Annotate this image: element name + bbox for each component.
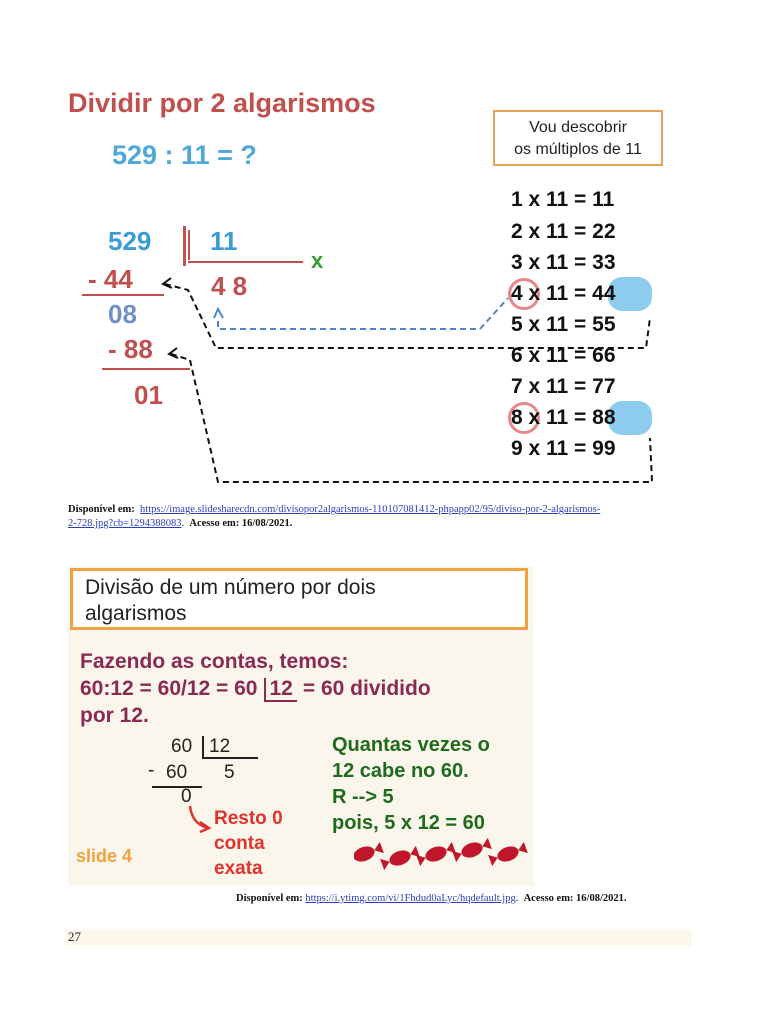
slide2-equation-part1: 60:12 = 60/12 = 60 bbox=[80, 677, 258, 700]
remainder-note-2: conta bbox=[214, 833, 265, 854]
dividend: 529 bbox=[108, 226, 152, 256]
mini-minus: - bbox=[148, 760, 155, 781]
slide-division-by-two-digits bbox=[68, 566, 534, 886]
step-remainder-08: 08 bbox=[108, 299, 137, 329]
explanation-line-1: Quantas vezes o bbox=[332, 734, 490, 756]
caption2-prefix: Disponível em: bbox=[236, 893, 303, 904]
slide1-question: 529 : 11 = ? bbox=[112, 140, 257, 170]
multiple-row-3: 3 x 11 = 33 bbox=[511, 251, 616, 274]
multiple-row-5: 5 x 11 = 55 bbox=[511, 313, 616, 336]
multiple-row-8: 8 x 11 = 88 bbox=[511, 406, 616, 429]
caption2-link[interactable]: https://i.ytimg.com/vi/1Fhdud0aLyc/hqdefault.jpg bbox=[305, 893, 516, 904]
multiple-row-2: 2 x 11 = 22 bbox=[511, 220, 616, 243]
caption-source-2: Disponível em: https://i.ytimg.com/vi/1Fhdud0aLyc/hqdefault.jpg. Acesso em: 16/08/2021. bbox=[236, 893, 627, 904]
mini-remainder: 0 bbox=[181, 786, 192, 807]
explanation-line-3: R --> 5 bbox=[332, 786, 394, 808]
caption-source-1: Disponível em: https://image.slidesharecdn.com/divisopor2algarismos-110107081412-phpapp02/95/diviso-por-2-algarismos- 2-728.jpg?cb=1294388083. Acesso em: 16/08/2021. bbox=[68, 504, 601, 529]
hint-line-1: Vou descobrir bbox=[529, 119, 627, 136]
slide1-title: Dividir por 2 algarismos bbox=[68, 88, 376, 118]
explanation-line-4: pois, 5 x 12 = 60 bbox=[332, 812, 485, 834]
connector-arrows bbox=[68, 78, 688, 498]
mini-dividend: 60 bbox=[171, 736, 193, 757]
multiple-row-4: 4 x 11 = 44 bbox=[511, 282, 616, 305]
remainder-note-3: exata bbox=[214, 858, 263, 879]
caption1-link-line1[interactable]: https://image.slidesharecdn.com/divisopor2algarismos-110107081412-phpapp02/95/diviso-por-2-algarismos- bbox=[140, 504, 601, 515]
step-remainder-01: 01 bbox=[134, 380, 163, 410]
step-subtract-88: - 88 bbox=[108, 334, 153, 364]
multiple-row-1: 1 x 11 = 11 bbox=[511, 188, 615, 211]
divisor: 11 bbox=[210, 226, 238, 256]
slide-number-label: slide 4 bbox=[76, 846, 133, 866]
remainder-note-1: Resto 0 bbox=[214, 808, 283, 829]
slide2-equation bbox=[80, 675, 431, 702]
multiple-row-6: 6 x 11 = 66 bbox=[511, 344, 616, 367]
multiple-row-7: 7 x 11 = 77 bbox=[511, 375, 616, 398]
slide2-intro: Fazendo as contas, temos: bbox=[80, 650, 349, 673]
slide2-title-line2: algarismos bbox=[85, 602, 187, 625]
remainder-arrow-icon bbox=[186, 804, 216, 834]
quotient: 4 8 bbox=[211, 271, 248, 301]
slide2-equation-tail: por 12. bbox=[80, 704, 149, 727]
mini-bracket-vertical bbox=[202, 736, 204, 758]
caption1-link-line2[interactable]: 2-728.jpg?cb=1294388083 bbox=[68, 518, 182, 529]
footer-band bbox=[66, 930, 692, 946]
caption2-access: Acesso em: 16/08/2021. bbox=[523, 893, 627, 904]
hint-line-2: os múltiplos de 11 bbox=[514, 141, 642, 158]
caption1-prefix: Disponível em: bbox=[68, 504, 135, 515]
check-mark: x bbox=[311, 248, 324, 273]
slide2-title-line1: Divisão de um número por dois bbox=[85, 576, 376, 599]
slide2-equation-part3: = 60 dividido bbox=[302, 677, 431, 700]
explanation-line-2: 12 cabe no 60. bbox=[332, 760, 469, 782]
slide2-equation-bracket: 12 bbox=[264, 678, 297, 702]
mini-quotient: 5 bbox=[224, 762, 235, 783]
mini-divisor: 12 bbox=[209, 736, 231, 757]
page-number: 27 bbox=[68, 929, 81, 944]
mini-subtract: 60 bbox=[166, 762, 188, 783]
mini-line bbox=[152, 786, 202, 788]
mini-bracket-horizontal bbox=[202, 757, 258, 759]
candy-decoration-icons bbox=[354, 836, 530, 872]
slide2-title-box bbox=[70, 568, 528, 630]
step-subtract-44: - 44 bbox=[88, 264, 133, 294]
multiple-row-9: 9 x 11 = 99 bbox=[511, 437, 616, 460]
slide-division-two-digits bbox=[68, 78, 688, 498]
caption1-access: Acesso em: 16/08/2021. bbox=[189, 518, 293, 529]
